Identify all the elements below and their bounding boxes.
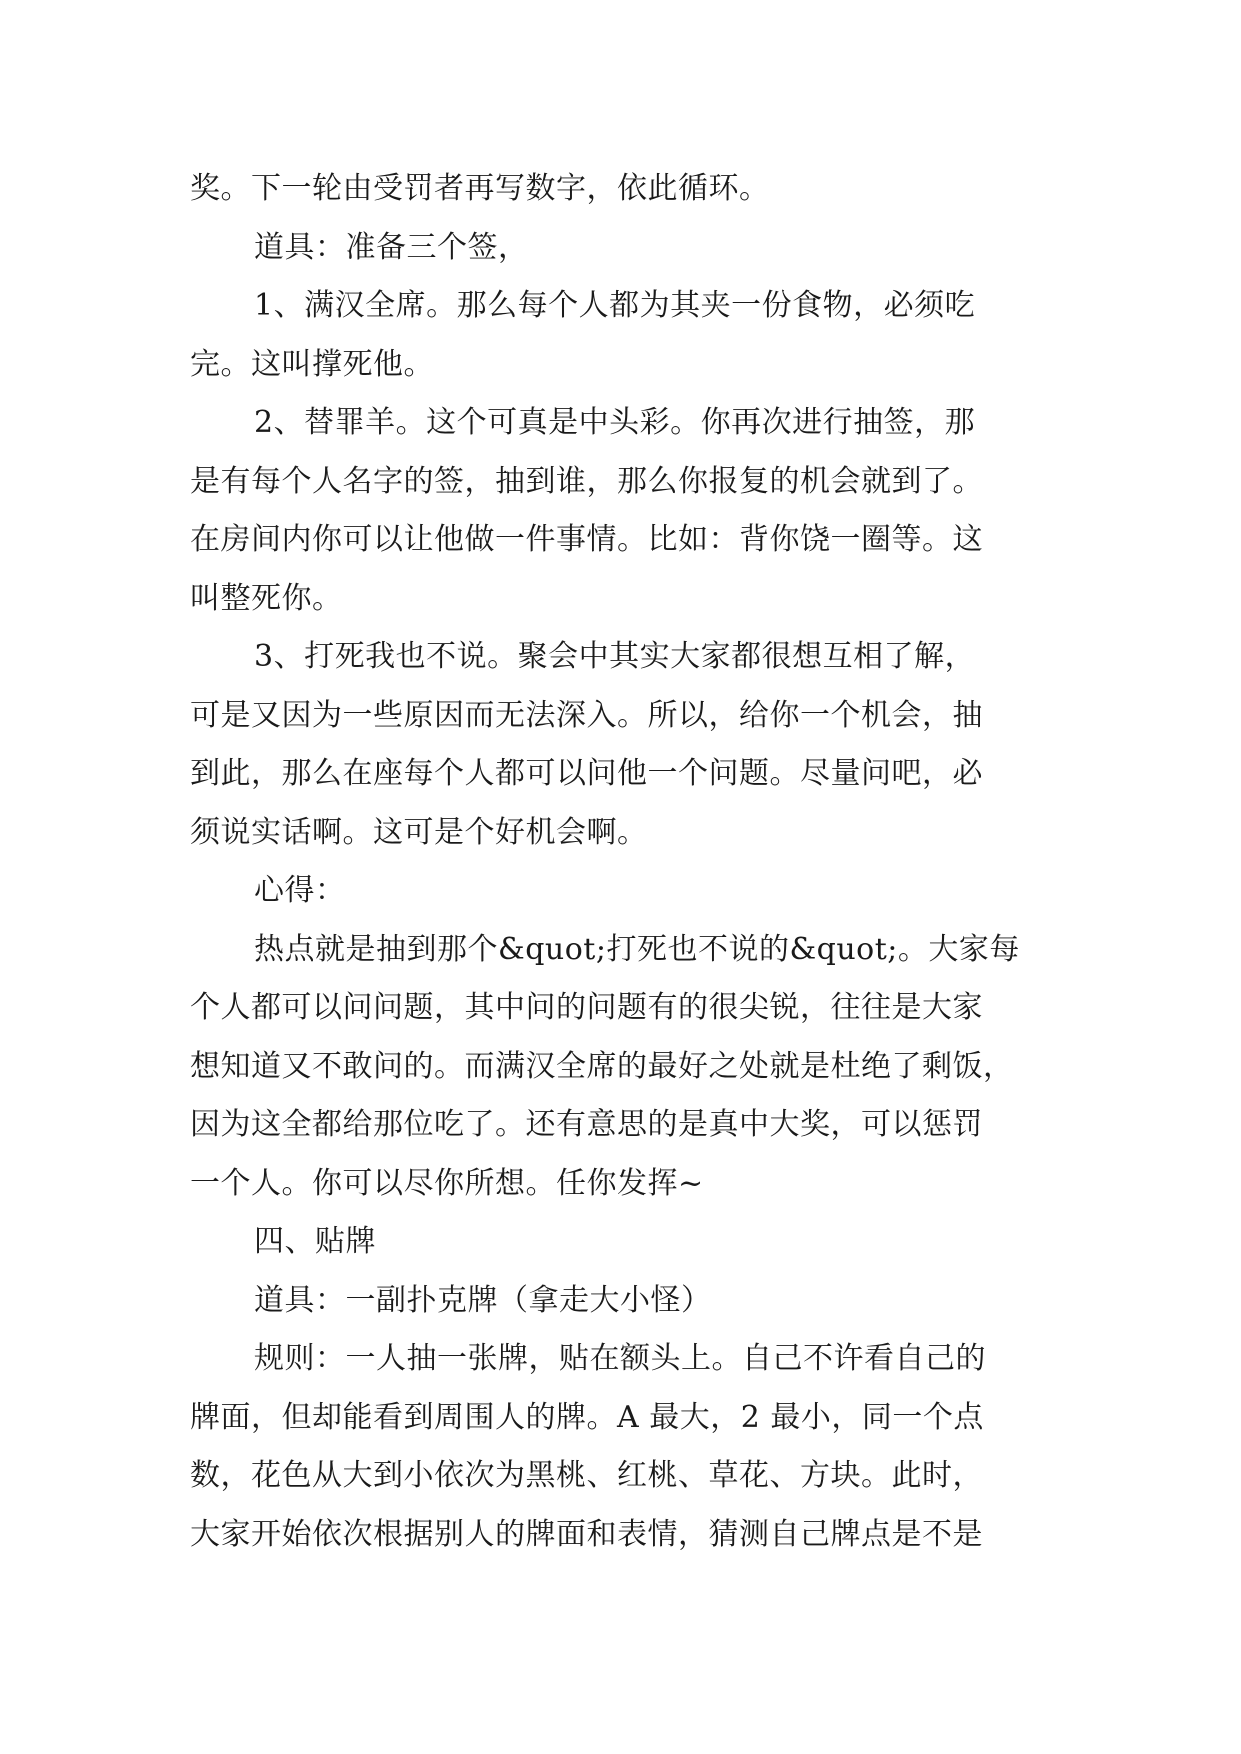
text-line: 四、贴牌 xyxy=(254,1224,376,1259)
text-line: 心得： xyxy=(254,873,346,908)
text-line: 1、满汉全席。那么每个人都为其夹一份食物，必须吃 xyxy=(254,288,976,323)
text-line: 个人都可以问问题，其中问的问题有的很尖锐，往往是大家 xyxy=(190,990,983,1025)
text-line: 大家开始依次根据别人的牌面和表情，猜测自己牌点是不是 xyxy=(190,1516,983,1552)
text-line: 牌面，但却能看到周围人的牌。A 最大，2 最小，同一个点 xyxy=(190,1399,984,1435)
text-line: 是有每个人名字的签，抽到谁，那么你报复的机会就到了。 xyxy=(190,463,983,499)
text-line: 热点就是抽到那个&quot;打死也不说的&quot;。大家每 xyxy=(254,931,1020,967)
text-line: 想知道又不敢问的。而满汉全席的最好之处就是杜绝了剩饭， xyxy=(190,1048,1014,1084)
text-line: 完。这叫撑死他。 xyxy=(190,346,434,382)
text-line: 数，花色从大到小依次为黑桃、红桃、草花、方块。此时， xyxy=(190,1458,983,1493)
text-line: 2、替罪羊。这个可真是中头彩。你再次进行抽签，那 xyxy=(254,405,976,440)
text-line: 可是又因为一些原因而无法深入。所以，给你一个机会，抽 xyxy=(190,697,983,733)
text-line: 到此，那么在座每个人都可以问他一个问题。尽量问吧，必 xyxy=(190,756,983,791)
text-line: 3、打死我也不说。聚会中其实大家都很想互相了解， xyxy=(254,639,976,674)
text-line: 道具：准备三个签， xyxy=(254,229,529,265)
text-line: 规则：一人抽一张牌，贴在额头上。自己不许看自己的 xyxy=(254,1341,986,1376)
text-line: 须说实话啊。这可是个好机会啊。 xyxy=(190,814,648,850)
text-line: 道具：一副扑克牌（拿走大小怪） xyxy=(254,1282,712,1318)
text-line: 奖。下一轮由受罚者再写数字，依此循环。 xyxy=(190,171,770,206)
text-line: 在房间内你可以让他做一件事情。比如：背你饶一圈等。这 xyxy=(190,522,983,557)
text-line: 因为这全都给那位吃了。还有意思的是真中大奖，可以惩罚 xyxy=(190,1107,983,1142)
text-line: 叫整死你。 xyxy=(190,580,343,616)
text-line: 一个人。你可以尽你所想。任你发挥~ xyxy=(190,1165,704,1201)
document-body xyxy=(190,160,1060,1564)
